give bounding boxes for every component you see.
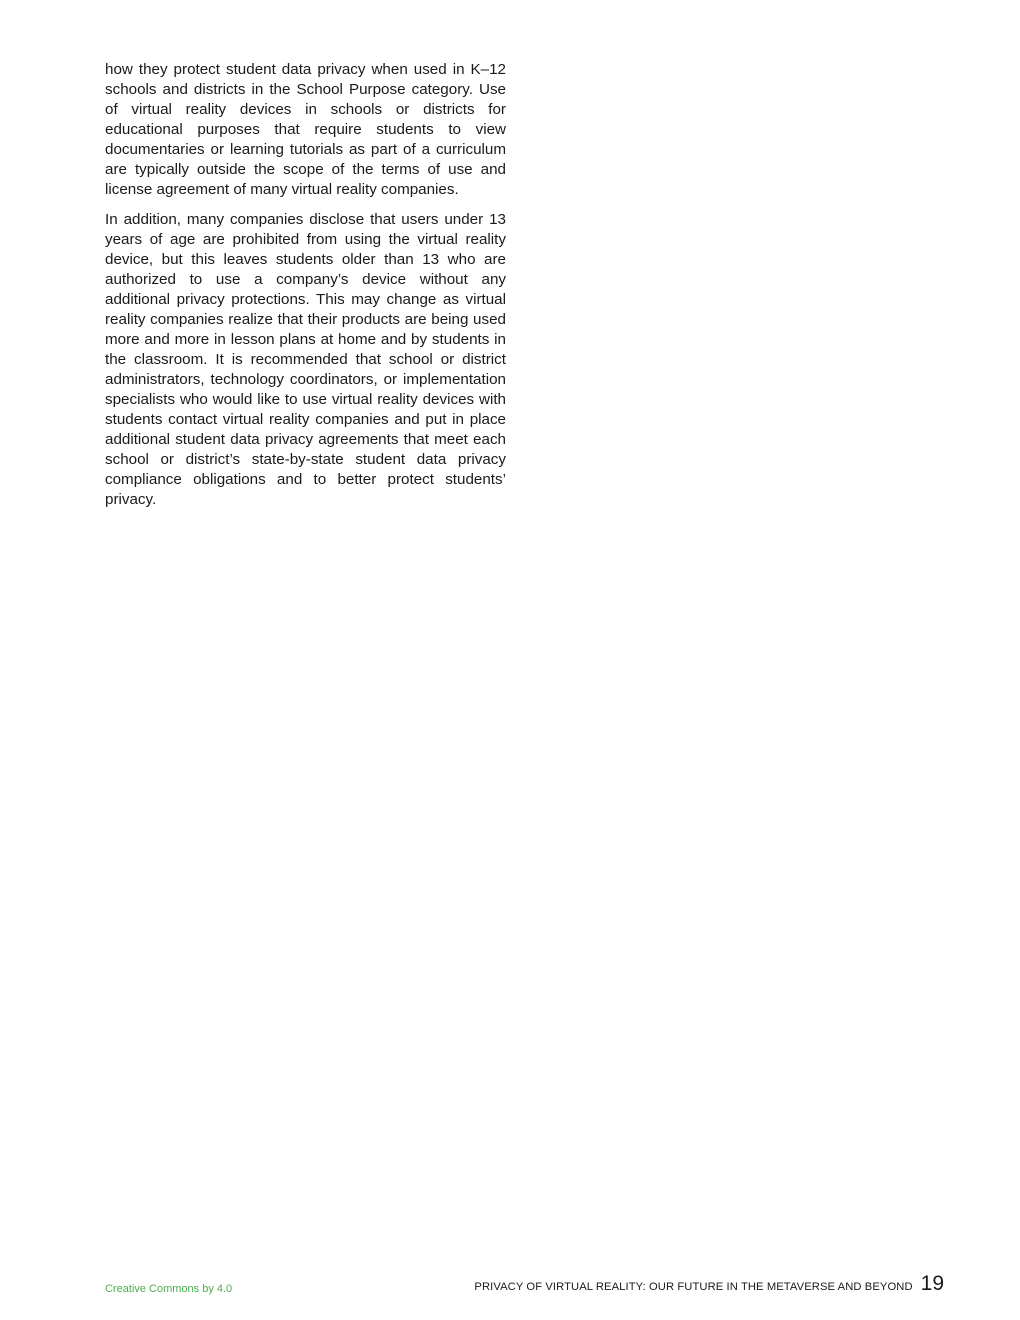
page-number: 19 [920, 1272, 944, 1295]
page-footer [474, 1272, 944, 1296]
body-paragraph: In addition, many companies disclose that users under 13 years of age are prohibited from using the virtual reality device, but this leaves students older than 13 who are authorized to use a company’s device without any additional privacy protections. This may change as virtual reality companies realize that their products are being used more and more in lesson plans at home and by students in the classroom. It is recommended that school or district administrators, technology coordinators, or implementation specialists who would like to use virtual reality devices with students contact virtual reality companies and put in place additional student data privacy agreements that meet each school or district’s state-by-state student data privacy compliance obligations and to better protect students’ privacy. [105, 211, 506, 508]
body-paragraph: how they protect student data privacy when used in K–12 schools and districts in the School Purpose category. Use of virtual reality devices in schools or districts for educational purposes that require students to view documentaries or learning tutorials as part of a curriculum are typically outside the scope of the terms of use and license agreement of many virtual reality companies. [105, 61, 506, 198]
license-label: Creative Commons by 4.0 [105, 1283, 233, 1295]
body-column [105, 60, 506, 520]
running-title: PRIVACY OF VIRTUAL REALITY: OUR FUTURE IN THE METAVERSE AND BEYOND [474, 1281, 913, 1293]
